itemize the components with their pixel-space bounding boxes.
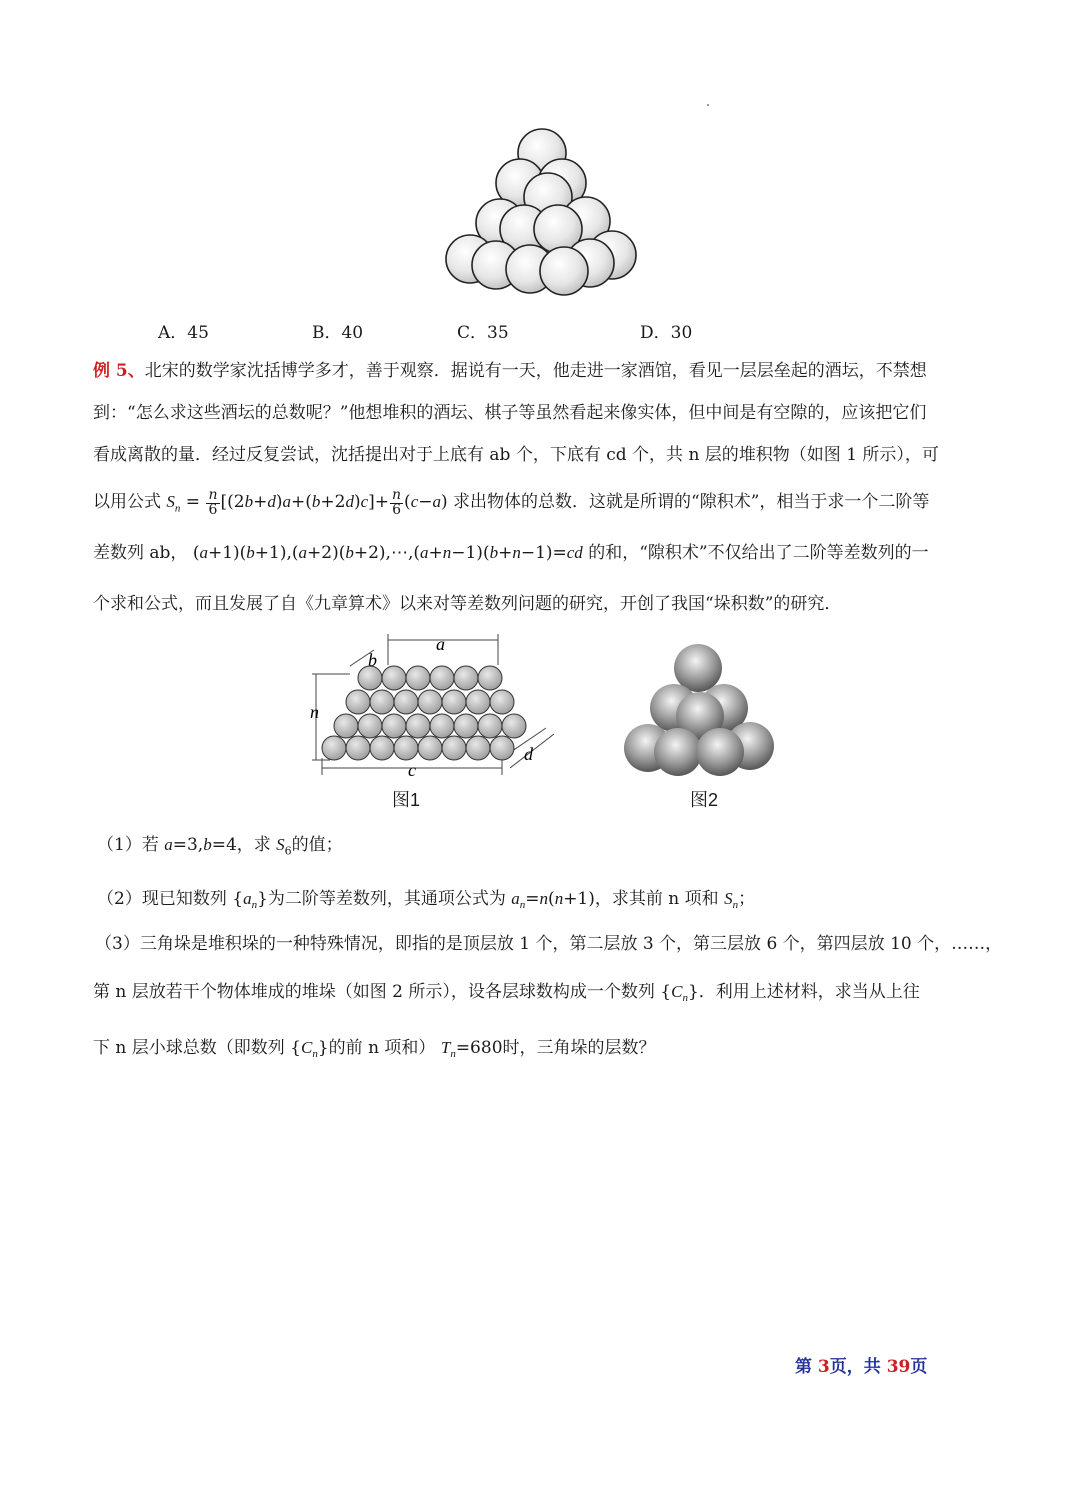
sequence-an: $\{a_n\}$ — [232, 889, 268, 912]
question-3-line-2: 第 n 层放若干个物体堆成的堆垛（如图 2 所示），设各层球数构成一个数列 $\{C_n\}$．利用上述材料，求当从上往 — [93, 982, 920, 1005]
page-footer: 第 3页，共 39页 — [795, 1357, 928, 1377]
label-c: c — [408, 760, 416, 780]
figure-2-pyramid — [620, 640, 800, 780]
figure-2-caption: 图2 — [690, 790, 719, 810]
question-2: （2）现已知数列 $\{a_n\}$为二阶等差数列，其通项公式为 $a_n=n(n+1)$，求其前 n 项和 $S_n$； — [97, 889, 756, 912]
figure-1-caption: 图1 — [392, 790, 421, 810]
example-line-1: 例 5、北宋的数学家沈括博学多才，善于观察．据说有一天，他走进一家酒馆，看见一层层垒起的酒坛，不禁想 — [93, 361, 927, 381]
label-d: d — [524, 744, 533, 764]
row-4 — [358, 666, 502, 690]
question-3-line-1: （3）三角垛是堆积垛的一种特殊情况，即指的是顶层放 1 个，第二层放 3 个，第三层放 6 个，第四层放 10 个，……， — [95, 934, 1003, 954]
label-b: b — [368, 650, 377, 670]
sequence-formula: (a+1)(b+1),(a+2)(b+2),⋯,(a+n−1)(b+n−1)=cd — [192, 543, 583, 563]
figure-1-stack — [310, 630, 560, 780]
question-3-line-3: 下 n 层小球总数（即数列 $\{C_n\}$的前 n 项和） $T_n=680$时，三角垛的层数？ — [93, 1038, 656, 1061]
page-total: 39 — [886, 1357, 911, 1377]
example-line-5: 差数列 ab， (a+1)(b+1),(a+2)(b+2),⋯,(a+n−1)(b+n−1)=cd 的和，“隙积术”不仅给出了二阶等差数列的一 — [93, 543, 929, 563]
label-n: n — [310, 702, 319, 722]
formula-sn: $S_n = \frac{n}{6}[(2b+d)a+(b+2d)c]+\frac{n}{6}(c-a)$ — [166, 486, 448, 518]
label-a: a — [436, 634, 445, 654]
example-line-6: 个求和公式，而且发展了自《九章算术》以来对等差数列问题的研究，开创了我国“垛积数”的研究． — [93, 594, 842, 614]
ball-pyramid-image — [440, 125, 640, 300]
page-number: 3 — [817, 1357, 830, 1377]
q1-condition: a=3,b=4 — [164, 835, 237, 855]
example-line-3: 看成离散的量．经过反复尝试，沈括提出对于上底有 ab 个，下底有 cd 个，共 n 层的堆积物（如图 1 所示），可 — [93, 445, 939, 465]
choice-b: B．40 — [312, 323, 364, 343]
choice-c: C．35 — [457, 323, 509, 343]
example-line-2: 到：“怎么求这些酒坛的总数呢？”他想堆积的酒坛、棋子等虽然看起来像实体，但中间是有空隙的，应该把它们 — [93, 403, 927, 423]
example-label: 例 5、 — [93, 361, 145, 381]
choice-d: D．30 — [640, 323, 693, 343]
choice-a: A．45 — [158, 323, 209, 343]
formula-an: $a_n=n(n+1)$ — [511, 889, 595, 912]
example-line-4: 以用公式 $S_n = \frac{n}{6}[(2b+d)a+(b+2d)c]+\frac{n}{6}(c-a)$ 求出物体的总数．这就是所谓的“隙积术”，相当于求一个二阶等 — [93, 486, 930, 518]
formula-tn: $T_n=680$ — [440, 1038, 503, 1061]
stray-dot — [707, 104, 709, 106]
question-1: （1）若 a=3,b=4，求 $S_6$的值； — [97, 835, 343, 858]
